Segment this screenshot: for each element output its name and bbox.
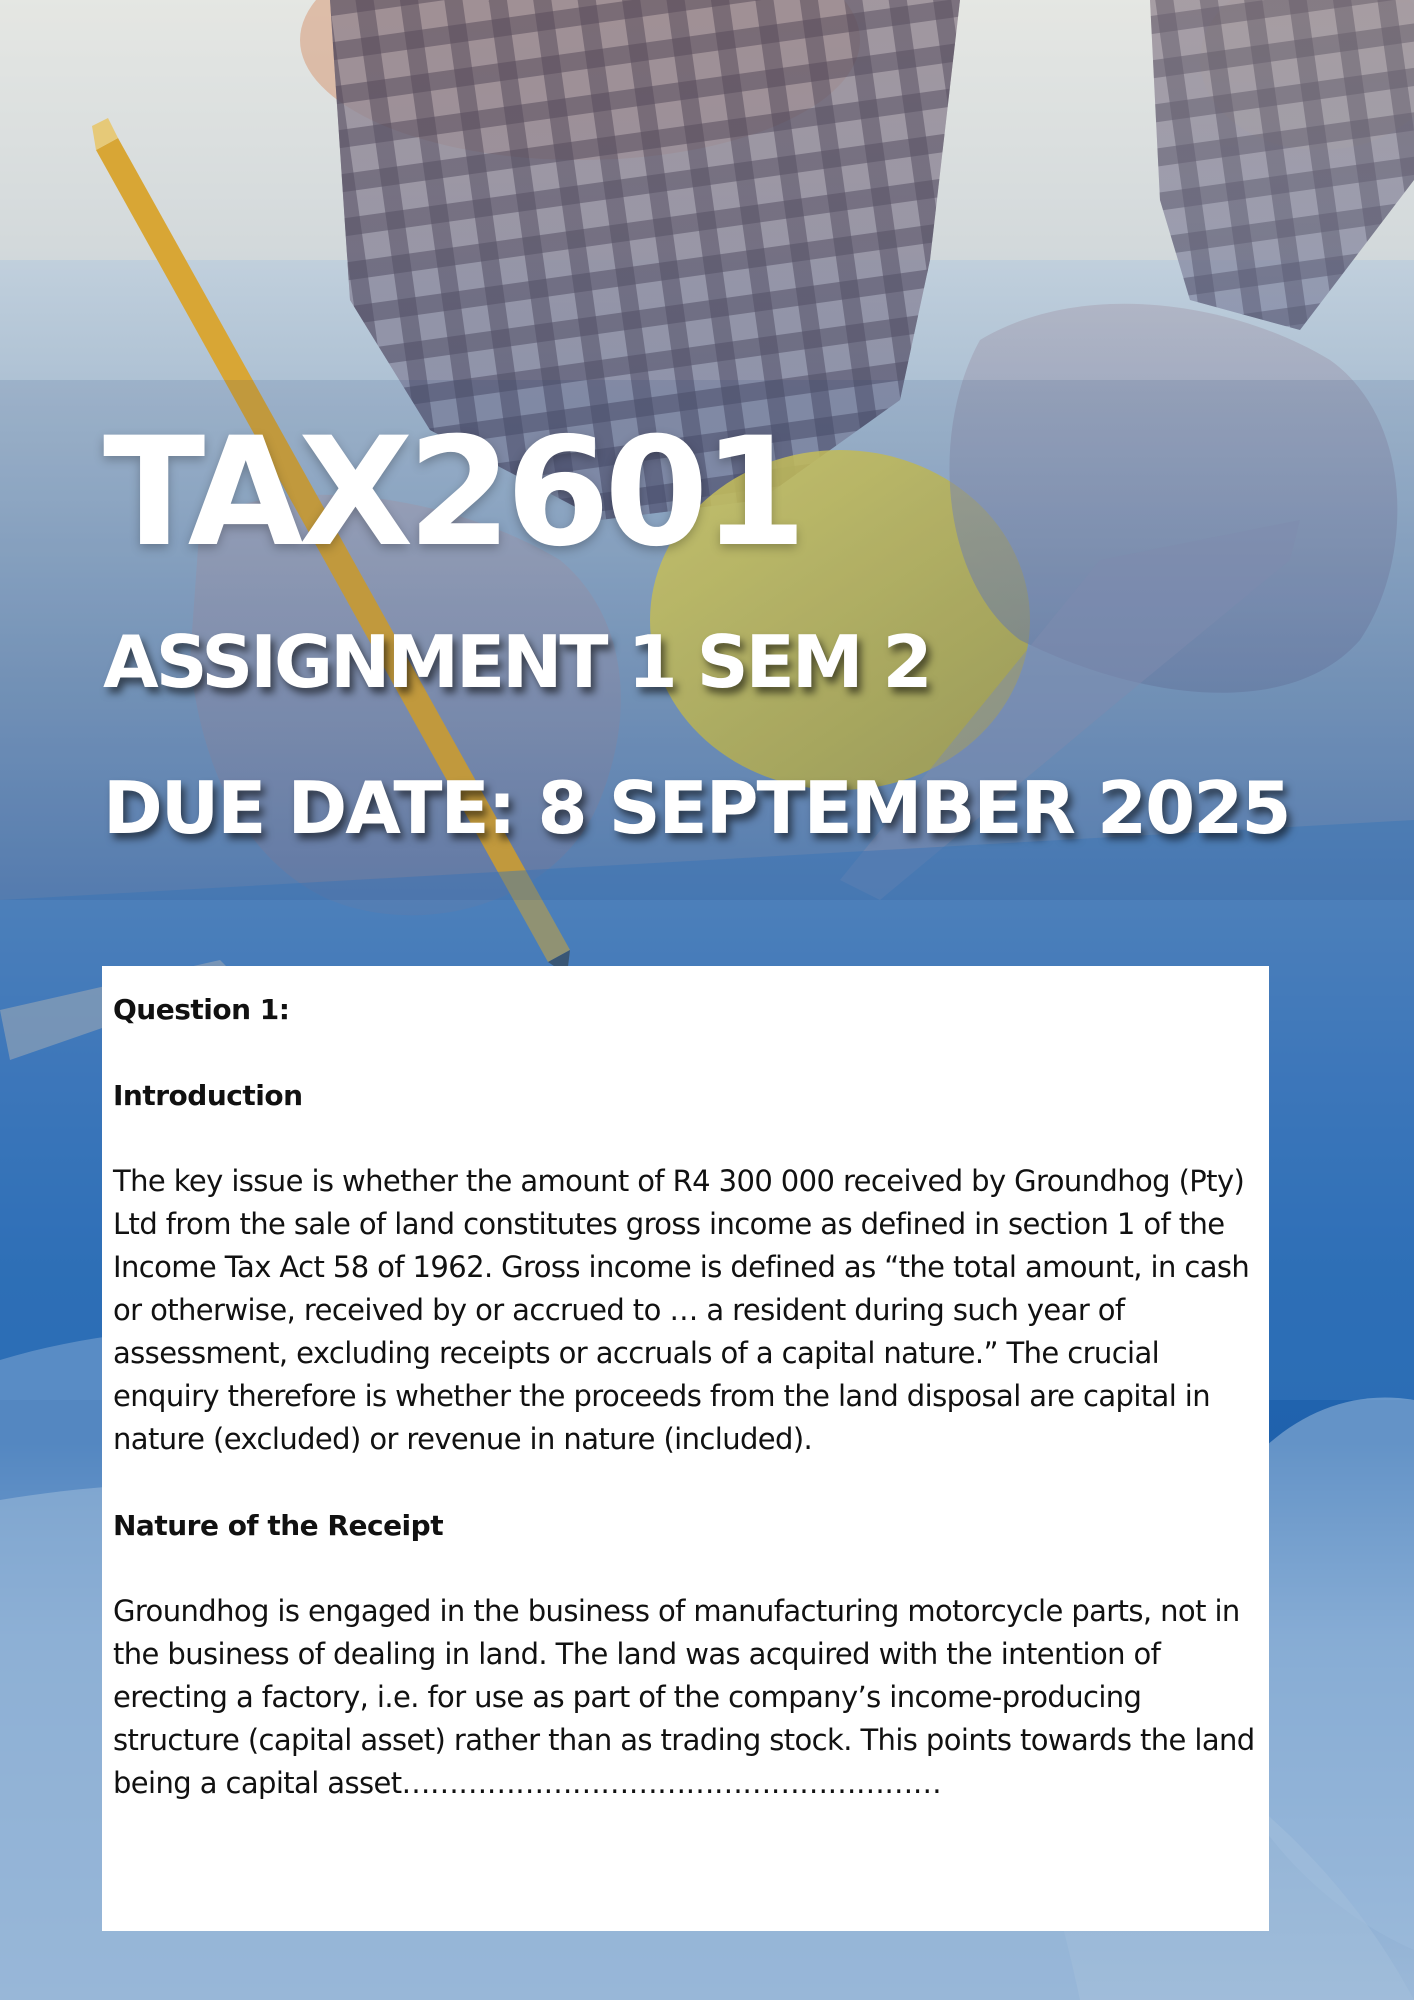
section-heading-nature-of-receipt: Nature of the Receipt — [113, 1509, 444, 1542]
spacer — [113, 1117, 1259, 1160]
question-heading: Question 1: — [113, 993, 290, 1026]
spacer — [113, 1031, 1259, 1074]
due-date-title: DUE DATE: 8 SEPTEMBER 2025 — [103, 766, 1290, 850]
spacer — [113, 1547, 1259, 1590]
answer-panel — [102, 966, 1269, 1931]
assignment-title: ASSIGNMENT 1 SEM 2 — [103, 620, 930, 704]
spacer — [113, 1461, 1259, 1504]
section-body-introduction: The key issue is whether the amount of R4 300 000 received by Groundhog (Pty) Ltd from the sale of land constitutes gross income as defined in section 1 of the Income Tax Act 58 of 1962. Gross income is defined as “the total amount, in cash or otherwise, received by or accrued to … a resident during such year of assessment, excluding receipts or accruals of a capital nature.” The crucial enquiry therefore is whether the proceeds from the land disposal are capital in nature (excluded) or revenue in nature (included). — [113, 1164, 1250, 1456]
section-body-nature-of-receipt: Groundhog is engaged in the business of manufacturing motorcycle parts, not in the business of dealing in land. The land was acquired with the intention of erecting a factory, i.e. for use as part of the company’s income-producing structure (capital asset) rather than as trading stock. This points towards the land being a capital asset………………………………………………… — [113, 1594, 1255, 1800]
right-plaid-pattern-shape — [1150, 0, 1414, 330]
course-code-title: TAX2601 — [103, 406, 801, 580]
section-heading-introduction: Introduction — [113, 1079, 303, 1112]
